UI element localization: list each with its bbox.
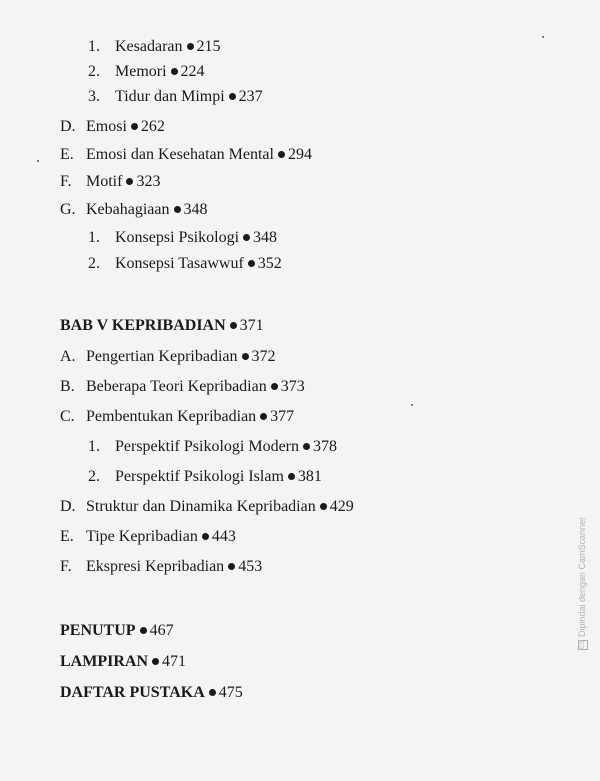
- bullet-icon: [278, 151, 285, 158]
- toc-entry-page: 262: [140, 118, 165, 135]
- toc-entry-page: 215: [196, 38, 221, 55]
- toc-entry-title: Tipe Kepribadian: [86, 528, 198, 545]
- toc-entry-title: DAFTAR PUSTAKA: [60, 684, 205, 701]
- bullet-icon: [248, 260, 255, 267]
- bullet-icon: [229, 93, 236, 100]
- bullet-icon: [288, 473, 295, 480]
- toc-page: 1. Kesadaran 215 2. Memori 224 3. Tidur dan Mimpi 237 D. Emosi 262 E. Emosi dan Kesehatan Mental 294 F. Motif 323 G. Kebahagiaan 348 1. Konsepsi Psikologi 348 2. Konsepsi Tasawwuf 352 BAB V KEPRIBADIAN 371 A. Pengertian Kepribadian 372 B. Beberapa Teori Kepribadian 373 C. Pembentukan Kepribadian 377 1. Perspektif Psikologi Modern 378 2. Perspektif Psikologi Islam 381 D. Struktur dan Dinamika Kepribadian 429 E. Tipe Kepribadian 443 F. Ekspresi Kepribadian 453 PENUTUP 467 LAMPIRAN 471 DAFTAR PUSTAKA 475 CSDipindai dengan CamScanner: [0, 0, 600, 781]
- toc-entry-page: 294: [287, 146, 312, 163]
- bullet-icon: [187, 43, 194, 50]
- toc-entry-title: Motif: [86, 173, 123, 190]
- toc-entry-title: Memori: [115, 63, 167, 80]
- toc-entry-title: Pengertian Kepribadian: [86, 348, 238, 365]
- toc-entry-page: 372: [251, 348, 276, 365]
- toc-entry-title: Beberapa Teori Kepribadian: [86, 378, 267, 395]
- toc-entry-page: 475: [218, 684, 243, 701]
- toc-entry-page: 373: [280, 378, 305, 395]
- toc-entry-page: 471: [162, 653, 186, 670]
- toc-entry-page: 348: [183, 201, 208, 218]
- toc-entry-title: Kesadaran: [115, 38, 183, 55]
- toc-entry-title: Emosi: [86, 118, 127, 135]
- bullet-icon: [242, 353, 249, 360]
- chapter-heading: [60, 316, 264, 336]
- watermark-text: Dipindai dengan CamScanner: [577, 516, 587, 637]
- scan-speck: [37, 160, 39, 162]
- toc-entry-page: 381: [297, 468, 322, 485]
- toc-entry-title: Konsepsi Tasawwuf: [115, 255, 244, 272]
- toc-entry-page: 378: [313, 438, 337, 455]
- toc-entry-page: 371: [239, 317, 264, 334]
- bullet-icon: [320, 503, 327, 510]
- toc-entry-title: Ekspresi Kepribadian: [86, 558, 225, 575]
- toc-entry-page: 323: [136, 173, 161, 190]
- bullet-icon: [271, 383, 278, 390]
- toc-entry-page: 429: [329, 498, 354, 515]
- chapter-heading: [60, 683, 243, 703]
- toc-entry-title: Pembentukan Kepribadian: [86, 408, 257, 425]
- toc-entry-page: 377: [270, 408, 295, 425]
- toc-entry-page: 443: [211, 528, 236, 545]
- bullet-icon: [152, 658, 159, 665]
- bullet-icon: [303, 443, 310, 450]
- bullet-icon: [171, 68, 178, 75]
- toc-entry-title: BAB V KEPRIBADIAN: [60, 317, 226, 334]
- toc-entry-page: 224: [180, 63, 205, 80]
- toc-entry-page: 352: [257, 255, 282, 272]
- toc-entry-page: 348: [253, 229, 278, 246]
- toc-entry-title: Perspektif Psikologi Islam: [115, 468, 284, 485]
- toc-entry-title: Struktur dan Dinamika Kepribadian: [86, 498, 316, 515]
- toc-entry-page: 453: [238, 558, 263, 575]
- chapter-heading: [60, 652, 186, 672]
- bullet-icon: [209, 689, 216, 696]
- scan-speck: [411, 404, 413, 406]
- bullet-icon: [202, 533, 209, 540]
- toc-entry-title: PENUTUP: [60, 622, 136, 639]
- toc-entry-title: Perspektif Psikologi Modern: [115, 438, 299, 455]
- bullet-icon: [260, 413, 267, 420]
- toc-entry-page: 237: [238, 88, 263, 105]
- bullet-icon: [140, 627, 147, 634]
- scan-speck: [542, 36, 544, 38]
- toc-entry-title: Tidur dan Mimpi: [115, 88, 225, 105]
- chapter-heading: [60, 621, 174, 641]
- bullet-icon: [131, 123, 138, 130]
- bullet-icon: [174, 206, 181, 213]
- scanner-watermark: [577, 517, 588, 650]
- bullet-icon: [126, 178, 133, 185]
- toc-entry-title: Konsepsi Psikologi: [115, 229, 240, 246]
- toc-entry-title: Emosi dan Kesehatan Mental: [86, 146, 274, 163]
- toc-entry-page: 467: [149, 622, 174, 639]
- bullet-icon: [228, 563, 235, 570]
- bullet-icon: [243, 234, 250, 241]
- bullet-icon: [230, 322, 237, 329]
- toc-entry-title: LAMPIRAN: [60, 653, 148, 670]
- camscanner-logo-icon: CS: [579, 640, 586, 649]
- toc-entry-title: Kebahagiaan: [86, 201, 170, 218]
